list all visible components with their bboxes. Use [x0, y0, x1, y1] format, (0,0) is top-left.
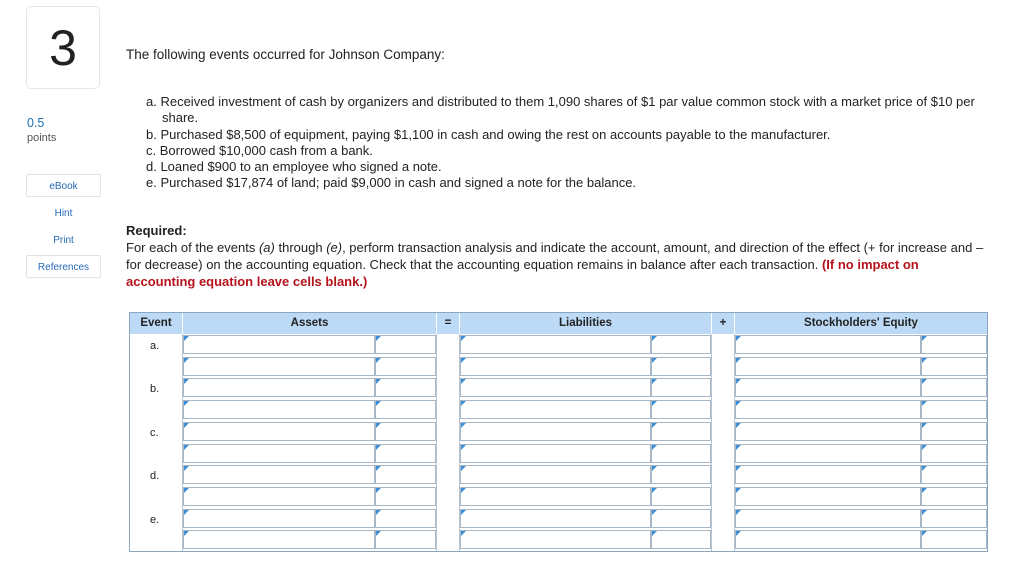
header-plus: + — [712, 313, 734, 334]
assets-account-input[interactable] — [183, 422, 375, 441]
liabilities-account-input[interactable] — [460, 444, 651, 463]
column-separator — [711, 334, 712, 551]
assets-amount-input[interactable] — [375, 422, 436, 441]
liabilities-account-input[interactable] — [460, 335, 651, 354]
header-equity: Stockholders' Equity — [735, 313, 987, 334]
assets-account-input[interactable] — [183, 509, 375, 528]
liabilities-account-input[interactable] — [460, 465, 651, 484]
assets-account-input[interactable] — [183, 335, 375, 354]
equity-account-input[interactable] — [735, 378, 921, 397]
ebook-link[interactable]: eBook — [26, 174, 101, 197]
liabilities-amount-input[interactable] — [651, 444, 711, 463]
equity-account-input[interactable] — [735, 465, 921, 484]
equity-amount-input[interactable] — [921, 509, 987, 528]
liabilities-amount-input[interactable] — [651, 378, 711, 397]
equity-amount-input[interactable] — [921, 444, 987, 463]
equity-amount-input[interactable] — [921, 335, 987, 354]
liabilities-amount-input[interactable] — [651, 357, 711, 376]
liabilities-account-input[interactable] — [460, 400, 651, 419]
assets-amount-input[interactable] — [375, 509, 436, 528]
equity-account-input[interactable] — [735, 357, 921, 376]
liabilities-amount-input[interactable] — [651, 465, 711, 484]
liabilities-amount-input[interactable] — [651, 530, 711, 549]
assets-account-input[interactable] — [183, 487, 375, 506]
assets-account-input[interactable] — [183, 357, 375, 376]
liabilities-account-input[interactable] — [460, 378, 651, 397]
required-section — [126, 222, 986, 290]
equity-amount-input[interactable] — [921, 400, 987, 419]
assets-amount-input[interactable] — [375, 400, 436, 419]
assets-account-input[interactable] — [183, 400, 375, 419]
assets-amount-input[interactable] — [375, 530, 436, 549]
event-d: d. Loaned $900 to an employee who signed a note. — [146, 159, 442, 175]
assets-amount-input[interactable] — [375, 357, 436, 376]
liabilities-amount-input[interactable] — [651, 335, 711, 354]
assets-account-input[interactable] — [183, 444, 375, 463]
liabilities-account-input[interactable] — [460, 509, 651, 528]
print-link[interactable]: Print — [26, 228, 101, 251]
equity-account-input[interactable] — [735, 422, 921, 441]
equity-account-input[interactable] — [735, 487, 921, 506]
event-label: b. — [150, 383, 160, 396]
liabilities-account-input[interactable] — [460, 487, 651, 506]
header-equals: = — [437, 313, 459, 334]
liabilities-account-input[interactable] — [460, 422, 651, 441]
event-label: d. — [150, 470, 160, 483]
event-label: c. — [150, 426, 159, 439]
event-a: a. Received investment of cash by organizers and distributed to them 1,090 shares of $1 par value common stock with a market price of $10 per share. — [146, 94, 975, 126]
event-c: c. Borrowed $10,000 cash from a bank. — [146, 142, 373, 158]
equity-amount-input[interactable] — [921, 357, 987, 376]
assets-account-input[interactable] — [183, 530, 375, 549]
liabilities-amount-input[interactable] — [651, 422, 711, 441]
liabilities-amount-input[interactable] — [651, 487, 711, 506]
side-links — [26, 174, 101, 282]
equity-account-input[interactable] — [735, 509, 921, 528]
intro-text: The following events occurred for Johnson Company: — [126, 47, 445, 62]
assets-account-input[interactable] — [183, 378, 375, 397]
required-text: For each of the events (a) through (e), perform transaction analysis and indicate the account, amount, and direction of the effect (+ for increase and – for decrease) on the accounting equation. Check that the accounting equation remains in balance after each transaction. (If no impact on accounting equation leave cells blank.) — [126, 240, 984, 289]
header-assets: Assets — [183, 313, 436, 334]
header-event: Event — [130, 313, 182, 334]
required-title: Required: — [126, 223, 187, 238]
event-label: e. — [150, 513, 160, 526]
equity-account-input[interactable] — [735, 444, 921, 463]
equity-amount-input[interactable] — [921, 530, 987, 549]
assets-account-input[interactable] — [183, 465, 375, 484]
points-value: 0.5 — [27, 116, 45, 130]
liabilities-amount-input[interactable] — [651, 509, 711, 528]
assets-amount-input[interactable] — [375, 465, 436, 484]
liabilities-amount-input[interactable] — [651, 400, 711, 419]
hint-link[interactable]: Hint — [26, 201, 101, 224]
points-label: points — [27, 132, 57, 144]
equity-amount-input[interactable] — [921, 465, 987, 484]
assets-amount-input[interactable] — [375, 487, 436, 506]
liabilities-account-input[interactable] — [460, 357, 651, 376]
liabilities-account-input[interactable] — [460, 530, 651, 549]
equity-account-input[interactable] — [735, 530, 921, 549]
transaction-table — [129, 312, 988, 552]
event-e: e. Purchased $17,874 of land; paid $9,000 in cash and signed a note for the balance. — [146, 175, 637, 191]
instruction-text: (If no impact on accounting equation leave cells blank.) — [126, 257, 919, 289]
header-liabilities: Liabilities — [460, 313, 711, 334]
references-link[interactable]: References — [26, 255, 101, 278]
question-number: 3 — [26, 6, 100, 89]
equity-amount-input[interactable] — [921, 378, 987, 397]
equity-account-input[interactable] — [735, 400, 921, 419]
assets-amount-input[interactable] — [375, 335, 436, 354]
event-b: b. Purchased $8,500 of equipment, paying $1,100 in cash and owing the rest on accounts payable to the manufacturer. — [146, 126, 831, 142]
column-separator — [436, 334, 437, 551]
assets-amount-input[interactable] — [375, 378, 436, 397]
equity-amount-input[interactable] — [921, 487, 987, 506]
equity-amount-input[interactable] — [921, 422, 987, 441]
points-box — [27, 116, 56, 146]
equity-account-input[interactable] — [735, 335, 921, 354]
assets-amount-input[interactable] — [375, 444, 436, 463]
event-label: a. — [150, 340, 160, 352]
events-list — [146, 94, 986, 192]
